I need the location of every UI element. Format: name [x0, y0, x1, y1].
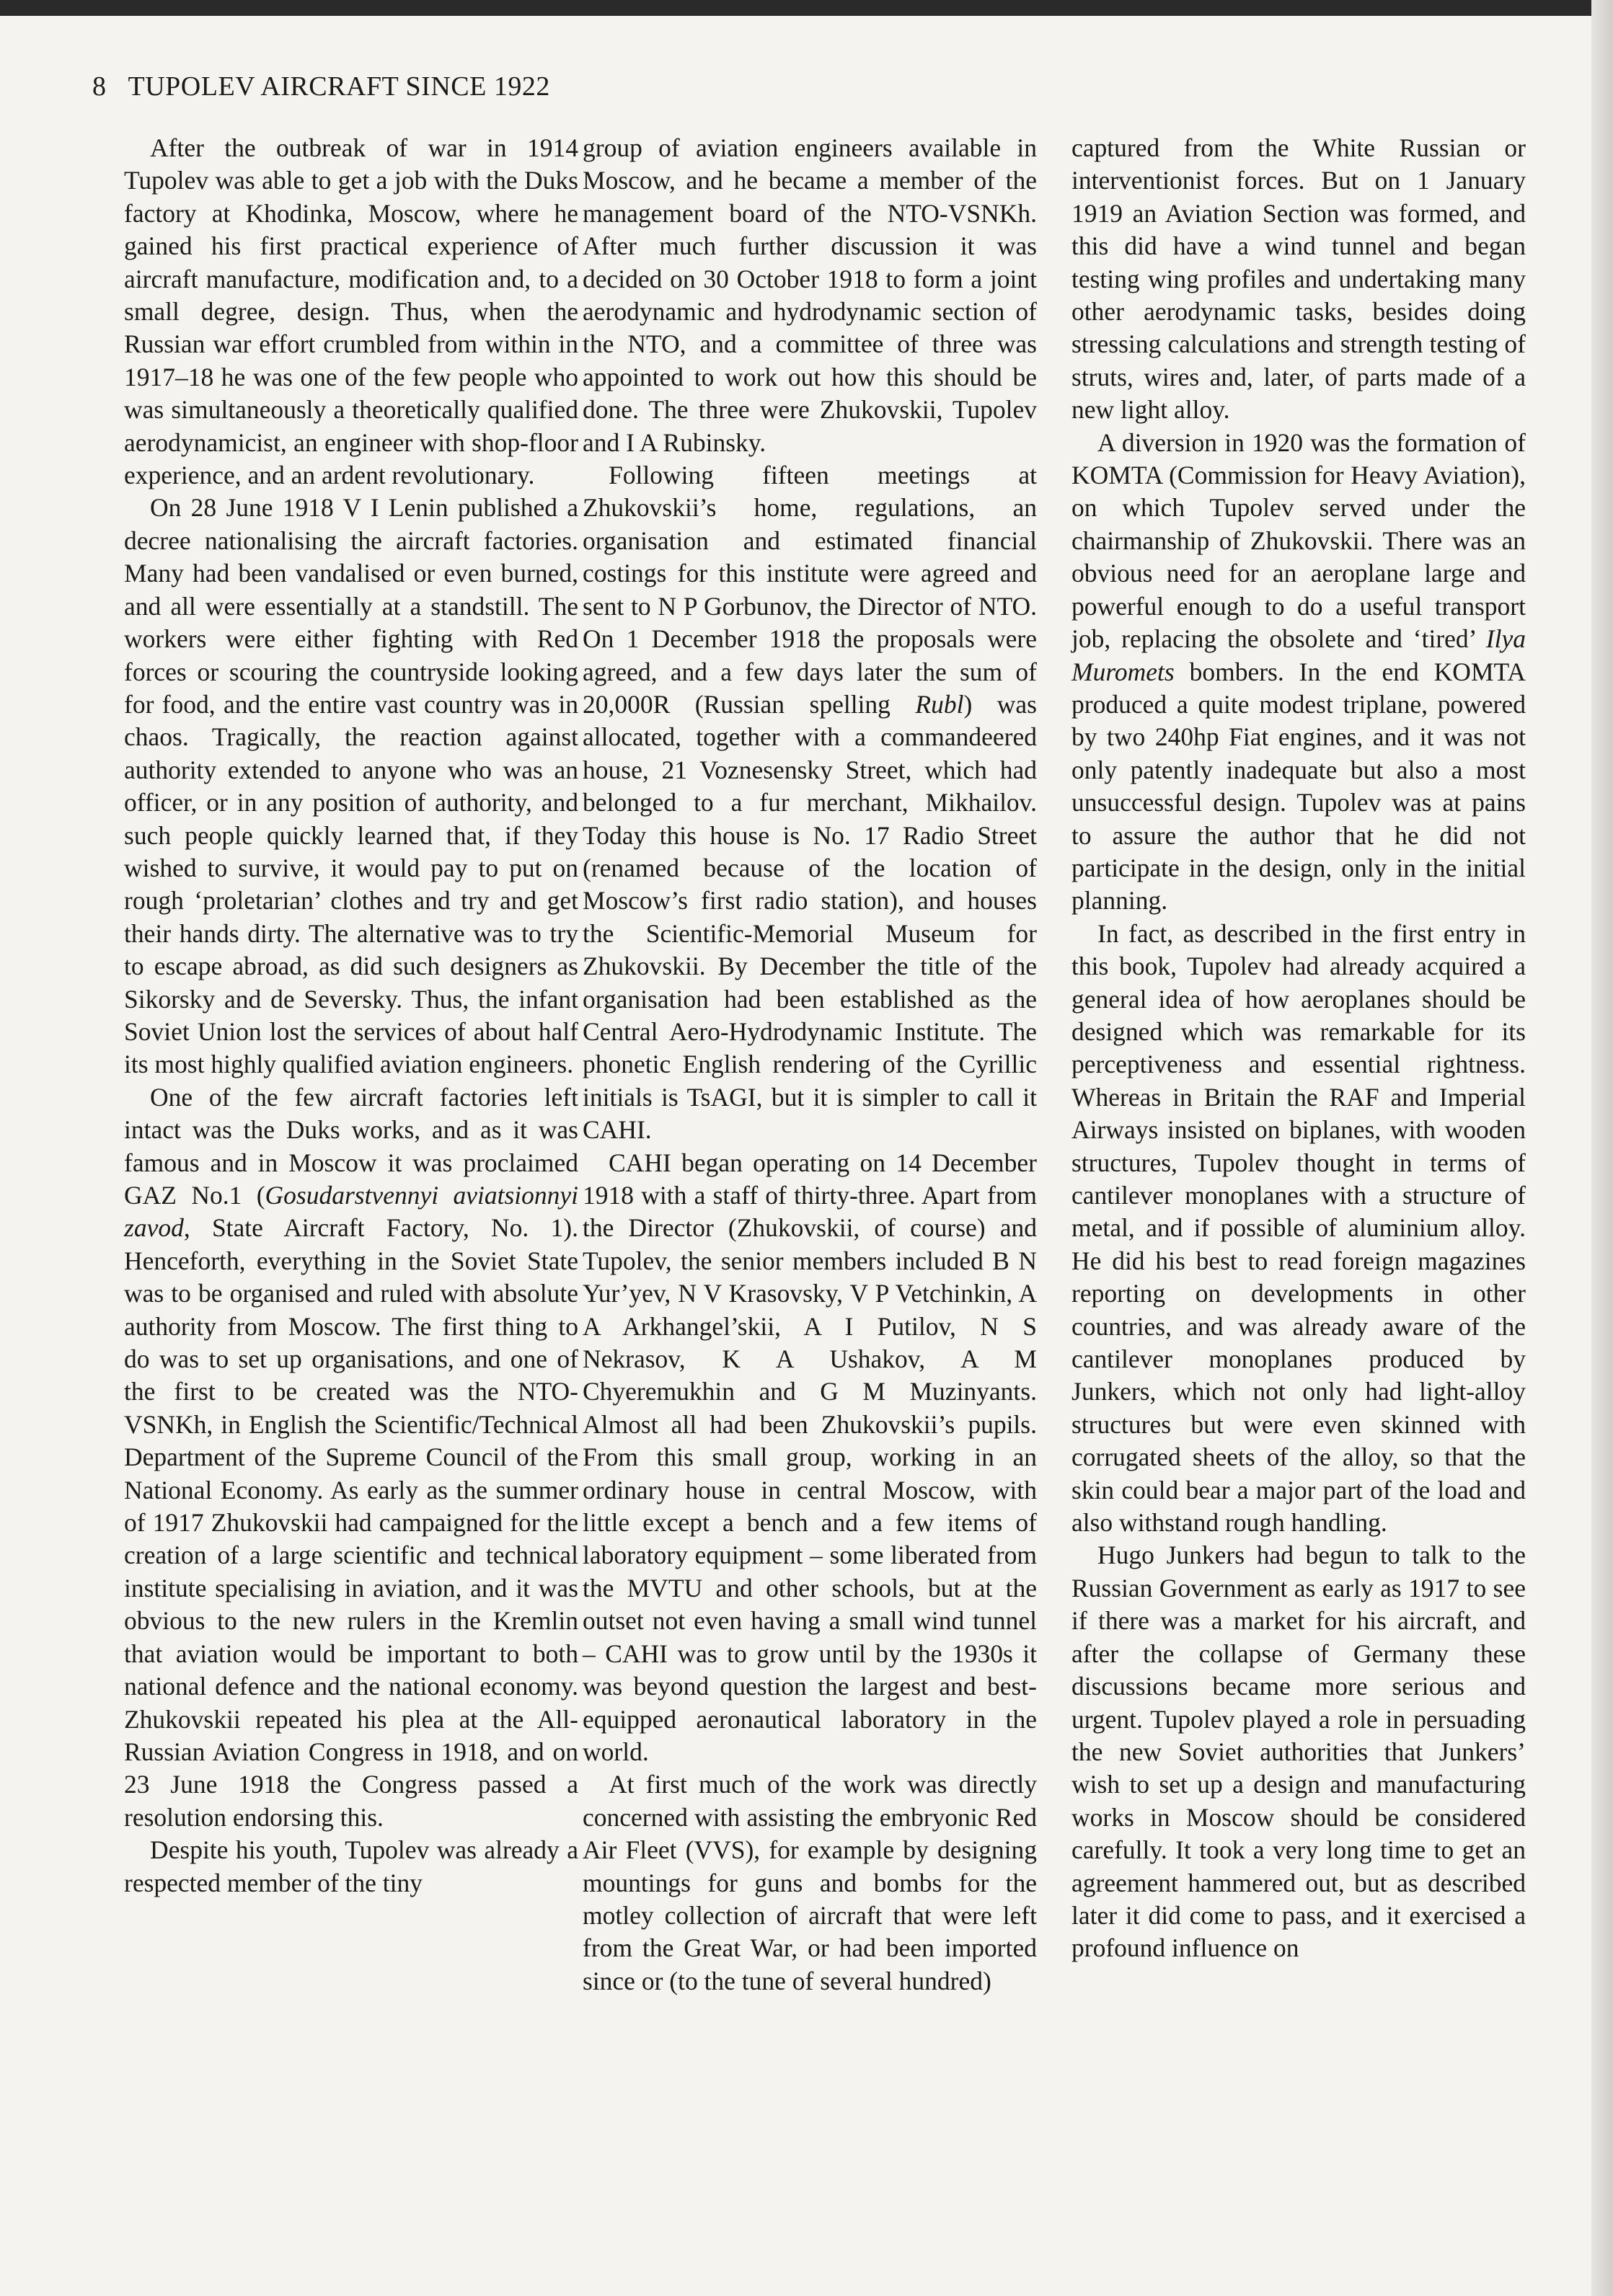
book-title: TUPOLEV AIRCRAFT SINCE 1922	[128, 71, 550, 102]
italic-text: Ilya Muromets	[1071, 624, 1526, 686]
paragraph: captured from the White Russian or interventionist forces. But on 1 January 1919 an Aviation Section was formed, and this did have a wind tunnel and began testing wing profiles and undertaking many other aerodynamic tasks, besides doing stressing calculations and strength testing of struts, wires and, later, of parts made of a new light alloy.	[1071, 133, 1526, 425]
paragraph: CAHI began operating on 14 December 1918 with a staff of thirty-three. Apart from the Director (Zhukovskii, of course) and Tupolev, the senior members included B N Yur’yev, N V Krasovsky, V P Vetchinkin, A A Arkhangel’skii, A I Putilov, N S Nekrasov, K A Ushakov, A M Chyeremukhin and G M Muzinyants. Almost all had been Zhukovskii’s pupils. From this small group, working in an ordinary house in central Moscow, with little except a bench and a few items of laboratory equipment – some liberated from the MVTU and other schools, but at the outset not even having a small wind tunnel – CAHI was to grow until by the 1930s it was beyond question the largest and best-equipped aeronautical laboratory in the world.	[583, 1148, 1037, 1766]
paragraph	[583, 459, 1037, 1147]
scan-right-edge	[1591, 0, 1613, 2296]
paragraph: Despite his youth, Tupolev was already a respected member of the tiny	[124, 1835, 578, 1897]
paragraph: At first much of the work was directly concerned with assisting the embryonic Red Air Fleet (VVS), for example by designing mountings for guns and bombs for the motley collection of aircraft that were left from the Great War, or had been imported since or (to the tune of several hundred)	[583, 1770, 1037, 1995]
page-number: 8	[92, 71, 107, 102]
paragraph: Hugo Junkers had begun to talk to the Russian Government as early as 1917 to see if there was a market for his aircraft, and after the collapse of Germany these discussions became more serious and urgent. Tupolev played a role in persuading the new Soviet authorities that Junkers’ wish to set up a design and manufacturing works in Moscow should be considered carefully. It took a very long time to get an agreement hammered out, but as described later it did come to pass, and it exercised a profound influence on	[1071, 1541, 1526, 1963]
paragraph: In fact, as described in the first entry in this book, Tupolev had already acquired a general idea of how aeroplanes should be designed which was remarkable for its perceptiveness and essential rightness. Whereas in Britain the RAF and Imperial Airways insisted on biplanes, with wooden structures, Tupolev thought in terms of cantilever monoplanes with a structure of metal, and if possible of aluminium alloy. He did his best to read foreign magazines reporting on developments in other countries, and was already aware of the cantilever monoplanes produced by Junkers, which not only had light-alloy structures but were even skinned with corrugated sheets of the alloy, so that the skin could bear a major part of the load and also withstand rough handling.	[1071, 918, 1526, 1538]
paragraph	[1071, 427, 1526, 918]
paragraph-text: Following fifteen meetings at Zhukovskii’s home, regulations, an organisation and estimated financial costings for this institute were agreed and sent to N P Gorbunov, the Director of NTO. On 1 December 1918 the proposals were agreed, and a few days later the sum of 20,000R (Russian spelling	[583, 461, 1037, 719]
paragraph	[124, 1081, 578, 1834]
paragraph-text: A diversion in 1920 was the formation of KOMTA (Commission for Heavy Aviation), on which Tupolev served under the chairmanship of Zhukovskii. There was an obvious need for an aeroplane large and powerful enough to do a useful transport job, replacing the obsolete and ‘tired’	[1071, 427, 1526, 654]
paragraph: On 28 June 1918 V I Lenin published a decree nationalising the aircraft factories. Many had been vandalised or even burned, and all were essentially at a standstill. The workers were either fighting with Red forces or scouring the countryside looking for food, and the entire vast country was in chaos. Tragically, the reaction against authority extended to anyone who was an officer, or in any position of authority, and such people quickly learned that, if they wished to survive, it would pay to put on rough ‘proletarian’ clothes and try and get their hands dirty. The alternative was to try to escape abroad, as did such designers as Sikorsky and de Seversky. Thus, the infant Soviet Union lost the services of about half its most highly qualified aviation engineers.	[124, 493, 578, 1079]
text-column-3	[1071, 132, 1526, 1965]
text-column-1	[124, 132, 578, 1900]
text-column-2	[583, 132, 1037, 1998]
paragraph-text: , State Aircraft Factory, No. 1). Henceforth, everything in the Soviet State was to be organised and ruled with absolute authority from Moscow. The first thing to do was to set up organisations, and one of the first to be created was the NTO-VSNKh, in English the Scientific/Technical Department of the Supreme Council of the National Economy. As early as the summer of 1917 Zhukovskii had campaigned for the creation of a large scientific and technical institute specialising in aviation, and it was obvious to the new rulers in the Kremlin that aviation would be important to both national defence and the national economy. Zhukovskii repeated his plea at the All-Russian Aviation Congress in 1918, and on 23 June 1918 the Congress passed a resolution endorsing this.	[124, 1213, 578, 1832]
scan-top-edge	[0, 0, 1613, 16]
paragraph: After the outbreak of war in 1914 Tupolev was able to get a job with the Duks factory at Khodinka, Moscow, where he gained his first practical experience of aircraft manufacture, modification and, to a small degree, design. Thus, when the Russian war effort crumbled from within in 1917–18 he was one of the few people who was simultaneously a theoretically qualified aerodynamicist, an engineer with shop-floor experience, and an ardent revolutionary.	[124, 133, 578, 490]
running-head	[92, 71, 550, 102]
paragraph-text: ) was allocated, together with a commandeered house, 21 Voznesensky Street, which had belonged to a fur merchant, Mikhailov. Today this house is No. 17 Radio Street (renamed because of the location of Moscow’s first radio station), and houses the Scientific-Memorial Museum for Zhukovskii. By December the title of the organisation had been established as the Central Aero-Hydrodynamic Institute. The phonetic English rendering of the Cyrillic initials is TsAGI, but it is simpler to call it CAHI.	[583, 689, 1037, 1145]
paragraph: group of aviation engineers available in Moscow, and he became a member of the management board of the NTO-VSNKh. After much further discussion it was decided on 30 October 1918 to form a joint aerodynamic and hydrodynamic section of the NTO, and a committee of three was appointed to work out how this should be done. The three were Zhukovskii, Tupolev and I A Rubinsky.	[583, 133, 1037, 457]
italic-text: Rubl	[915, 689, 964, 719]
paragraph-text: One of the few aircraft factories left intact was the Duks works, and as it was famous and in Moscow it was proclaimed GAZ No.1 (	[124, 1082, 578, 1210]
italic-text: Gosudarstvennyi aviatsionnyi zavod	[124, 1181, 579, 1243]
paragraph-text: bombers. In the end KOMTA produced a quite modest triplane, powered by two 240hp Fiat engines, and it was not only patently inadequate but also a most unsuccessful design. Tupolev was at pains to assure the author that he did not participate in the design, only in the initial planning.	[1071, 657, 1526, 916]
